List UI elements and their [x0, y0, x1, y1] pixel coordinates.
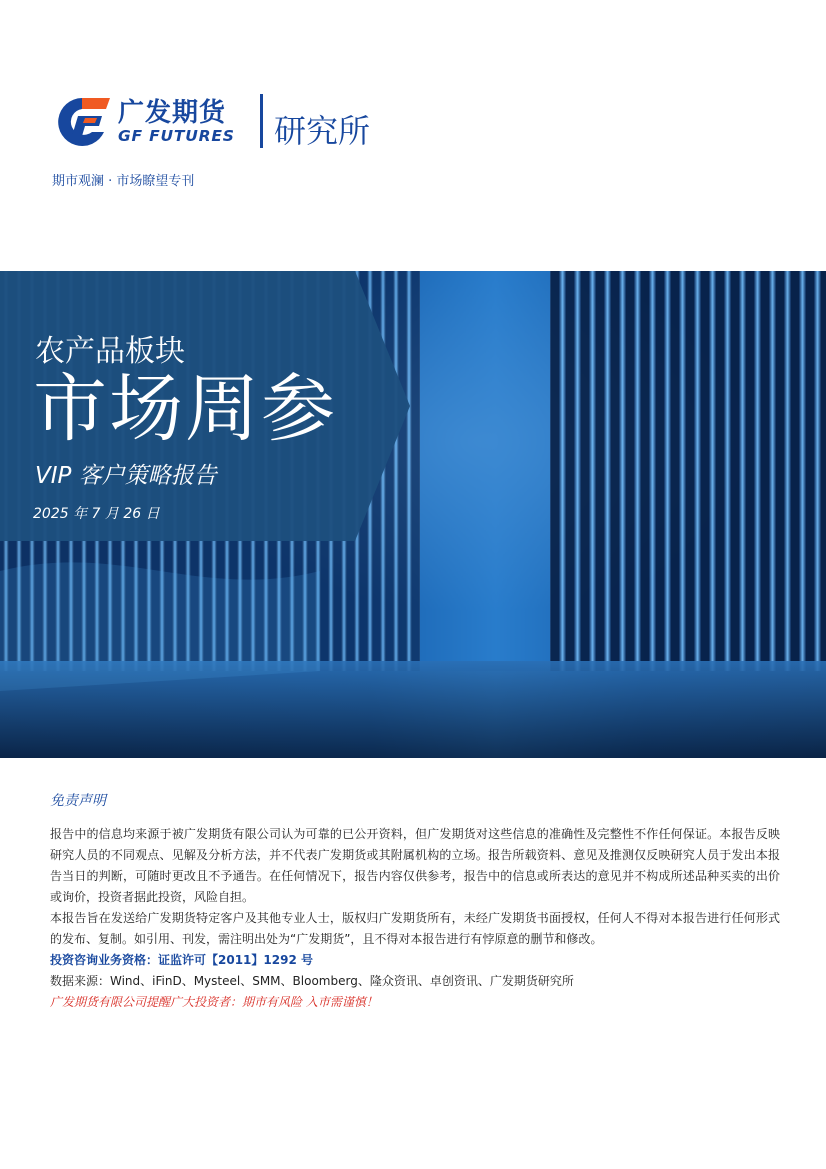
hero-banner: [0, 271, 826, 758]
hero-title-block: [0, 271, 420, 551]
gf-futures-logo-icon: [52, 94, 112, 150]
disclaimer-section: [50, 790, 780, 1013]
disclaimer-title: 免责声明: [50, 793, 106, 809]
brand-name-cn: 广发期货: [118, 98, 227, 128]
report-title: 市场周参: [33, 366, 337, 452]
series-label: 期市观澜 · 市场瞭望专刊: [52, 174, 195, 189]
sector-label: 农产品板块: [35, 334, 185, 369]
data-sources-line: 数据来源：Wind、iFinD、Mysteel、SMM、Bloomberg、隆众资讯、卓创资讯、广发期货研究所: [50, 974, 574, 988]
brand-logo: [52, 92, 412, 156]
logo-divider: [260, 94, 263, 148]
risk-warning-line: 广发期货有限公司提醒广大投资者：期市有风险 入市需谨慎！: [50, 995, 378, 1009]
disclaimer-paragraph-1: 报告中的信息均来源于被广发期货有限公司认为可靠的已公开资料，但广发期货对这些信息的准确性及完整性不作任何保证。本报告反映研究人员的不同观点、见解及分析方法，并不代表广发期货或其附属机构的立场。报告所载资料、意见及推测仅反映研究人员于发出本报告当日的判断，可随时更改且不予通告。在任何情况下，报告内容仅供参考，报告中的信息或所表达的意见并不构成所述品种买卖的出价或询价，投资者据此投资，风险自担。: [50, 827, 780, 904]
report-subtitle: VIP 客户策略报告: [35, 463, 217, 489]
qualification-line: 投资咨询业务资格：证监许可【2011】1292 号: [50, 953, 313, 967]
report-date: 2025 年 7 月 26 日: [33, 506, 160, 522]
disclaimer-paragraph-2: 本报告旨在发送给广发期货特定客户及其他专业人士，版权归广发期货所有，未经广发期货书面授权，任何人不得对本报告进行任何形式的发布、复制。如引用、刊发，需注明出处为“广发期货”，且不得对本报告进行有悖原意的删节和修改。: [50, 911, 780, 946]
brand-name-en: GF FUTURES: [118, 127, 235, 145]
department-label: 研究所: [274, 112, 371, 150]
